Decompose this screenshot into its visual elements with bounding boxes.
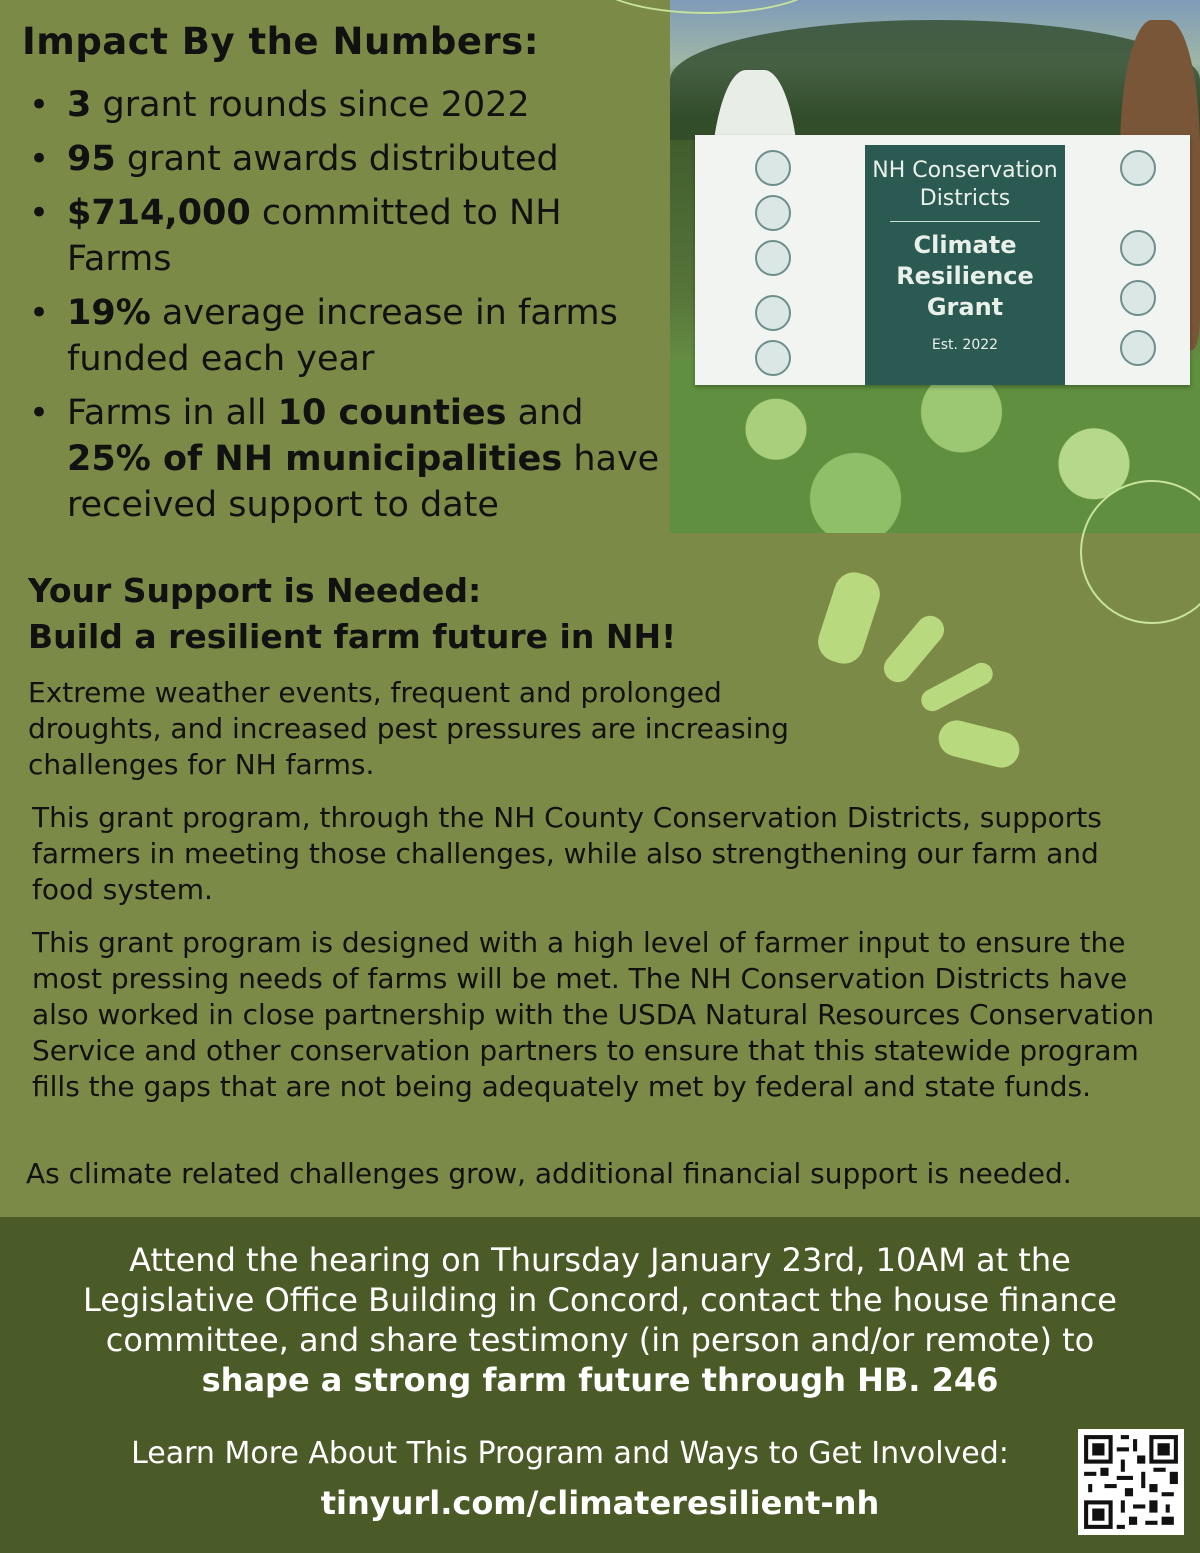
- stat-value: $714,000: [67, 193, 251, 233]
- stat-text: committed to NH Farms: [67, 193, 562, 279]
- support-heading-line2: Build a resilient farm future in NH!: [28, 617, 677, 656]
- district-logo: [755, 295, 791, 331]
- list-item: [25, 390, 665, 528]
- decorative-dash: [935, 717, 1023, 772]
- district-logo: [1120, 280, 1156, 316]
- district-logo: [755, 340, 791, 376]
- banner-grant-name: Climate Resilience Grant: [896, 231, 1034, 321]
- district-logo: [1120, 330, 1156, 366]
- support-paragraph-1: Extreme weather events, frequent and prolonged droughts, and increased pest pressures are increasing challenges for NH farms.: [28, 676, 789, 781]
- learn-more-text: Learn More About This Program and Ways to Get Involved:: [131, 1436, 1009, 1471]
- support-heading: [28, 568, 676, 660]
- list-item: [25, 136, 665, 182]
- list-item: [25, 290, 665, 382]
- stat-text: average increase in farms funded each year: [67, 293, 618, 379]
- cta-text: Attend the hearing on Thursday January 23rd, 10AM at the Legislative Office Building in Concord, contact the house finance committee, and share testimony (in person and/or remote) to: [83, 1241, 1117, 1359]
- cta-emphasis: shape a strong farm future through HB. 246: [201, 1361, 999, 1399]
- impact-title: Impact By the Numbers:: [22, 20, 539, 63]
- list-item: [25, 82, 665, 128]
- district-logo: [755, 195, 791, 231]
- qr-code-icon: [1080, 1431, 1182, 1533]
- support-paragraph-3: This grant program is designed with a high level of farmer input to ensure the most pressing needs of farms will be met. The NH Conservation Districts have also worked in close partnership with the USDA Natural Resources Conservation Service and other conservation partners to ensure that this statewide program fills the gaps that are not being adequately met by federal and state funds.: [32, 926, 1155, 1103]
- farm-photo: [670, 0, 1200, 533]
- stat-value: 25% of NH municipalities: [67, 439, 563, 479]
- footer-cta: [0, 1217, 1200, 1553]
- banner-established: Est. 2022: [931, 337, 999, 353]
- banner-divider: [890, 221, 1040, 222]
- support-paragraph-2: This grant program, through the NH County Conservation Districts, supports farmers in meeting those challenges, while also strengthening our farm and food system.: [32, 801, 1102, 906]
- stat-value: 95: [67, 139, 116, 179]
- banner-org: NH Conservation Districts: [872, 158, 1058, 211]
- stat-text: have received support to date: [67, 439, 660, 525]
- district-logo: [755, 150, 791, 186]
- stat-value: 3: [67, 85, 92, 125]
- decorative-dash: [813, 567, 885, 669]
- hearing-call-to-action: [40, 1240, 1160, 1400]
- decorative-dash: [878, 610, 950, 688]
- support-paragraph-4: As climate related challenges grow, additional financial support is needed.: [26, 1157, 1072, 1190]
- grant-banner: [695, 135, 1190, 385]
- banner-panel: [865, 145, 1065, 385]
- stat-text: Farms in all: [67, 393, 278, 433]
- stat-value: 19%: [67, 293, 151, 333]
- program-link[interactable]: tinyurl.com/climateresilient-nh: [320, 1484, 880, 1522]
- district-logo: [1120, 230, 1156, 266]
- stat-text: grant rounds since 2022: [91, 85, 530, 125]
- support-heading-line1: Your Support is Needed:: [28, 571, 482, 610]
- qr-code[interactable]: [1078, 1429, 1184, 1535]
- impact-list: [25, 82, 665, 536]
- stat-text: and: [506, 393, 584, 433]
- district-logo: [1120, 150, 1156, 186]
- decorative-dash: [917, 659, 996, 715]
- district-logo: [755, 240, 791, 276]
- stat-text: grant awards distributed: [115, 139, 559, 179]
- list-item: [25, 190, 665, 282]
- stat-value: 10 counties: [277, 393, 507, 433]
